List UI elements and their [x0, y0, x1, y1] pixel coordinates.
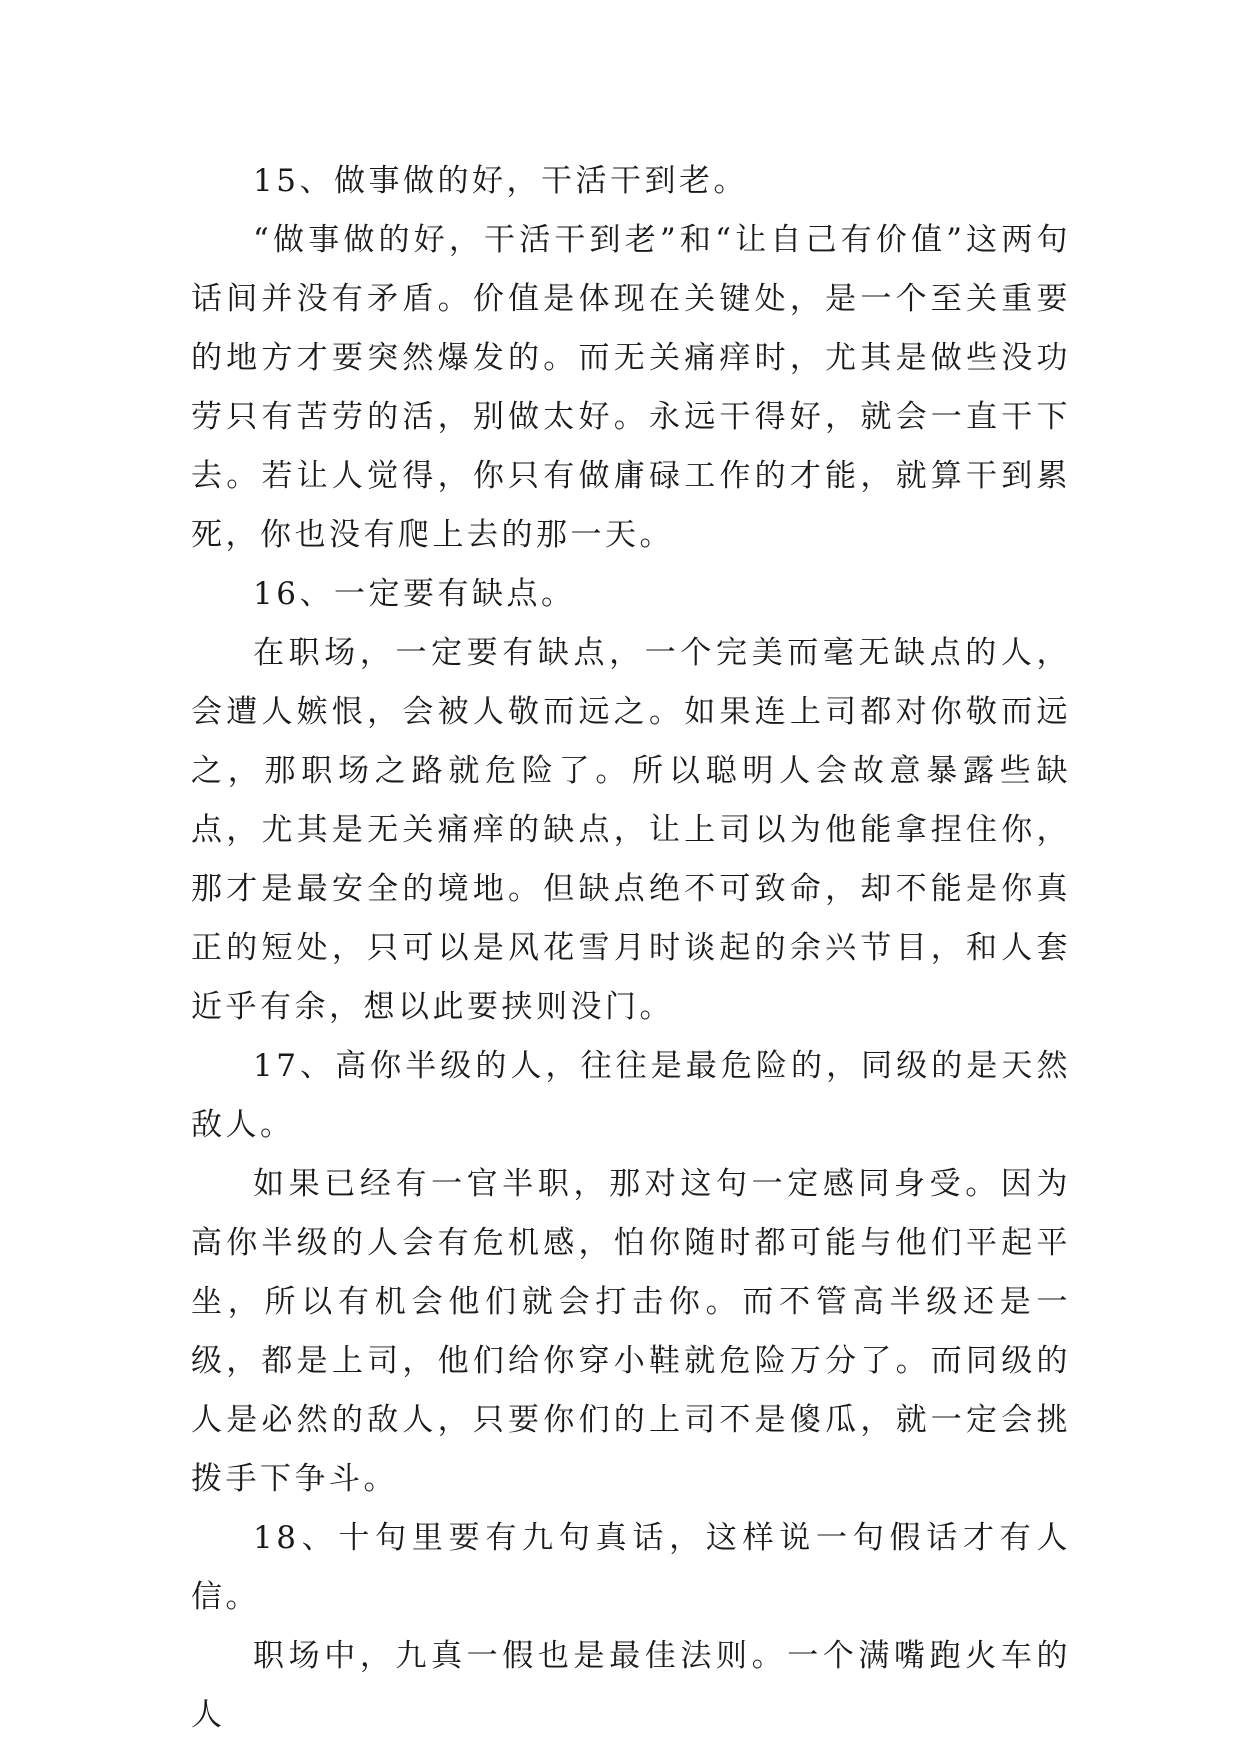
- heading-18: 18、十句里要有九句真话，这样说一句假话才有人信。: [191, 1520, 1071, 1615]
- paragraph-15-body: “做事做的好，干活干到老”和“让自己有价值”这两句话间并没有矛盾。价值是体现在关键处，是一个至关重要的地方才要突然爆发的。而无关痛痒时，尤其是做些没功劳只有苦劳的活，别做太好。永远干得好，就会一直干下去。若让人觉得，你只有做庸碌工作的才能，就算干到累死，你也没有爬上去的那一天。: [191, 222, 1071, 553]
- paragraph-17-body: 如果已经有一官半职，那对这句一定感同身受。因为高你半级的人会有危机感，怕你随时都可能与他们平起平坐，所以有机会他们就会打击你。而不管高半级还是一级，都是上司，他们给你穿小鞋就危险万分了。而同级的人是必然的敌人，只要你们的上司不是傻瓜，就一定会挑拨手下争斗。: [191, 1166, 1071, 1497]
- heading-16: 16、一定要有缺点。: [253, 576, 576, 612]
- heading-15: 15、做事做的好，干活干到老。: [253, 163, 748, 199]
- document-body: [191, 152, 1071, 1745]
- paragraph-18-body: 职场中，九真一假也是最佳法则。一个满嘴跑火车的人: [191, 1638, 1071, 1733]
- paragraph-16-body: 在职场，一定要有缺点，一个完美而毫无缺点的人，会遭人嫉恨，会被人敬而远之。如果连上司都对你敬而远之，那职场之路就危险了。所以聪明人会故意暴露些缺点，尤其是无关痛痒的缺点，让上司以为他能拿捏住你，那才是最安全的境地。但缺点绝不可致命，却不能是你真正的短处，只可以是风花雪月时谈起的余兴节目，和人套近乎有余，想以此要挟则没门。: [191, 635, 1071, 1025]
- heading-17: 17、高你半级的人，往往是最危险的，同级的是天然敌人。: [191, 1048, 1071, 1143]
